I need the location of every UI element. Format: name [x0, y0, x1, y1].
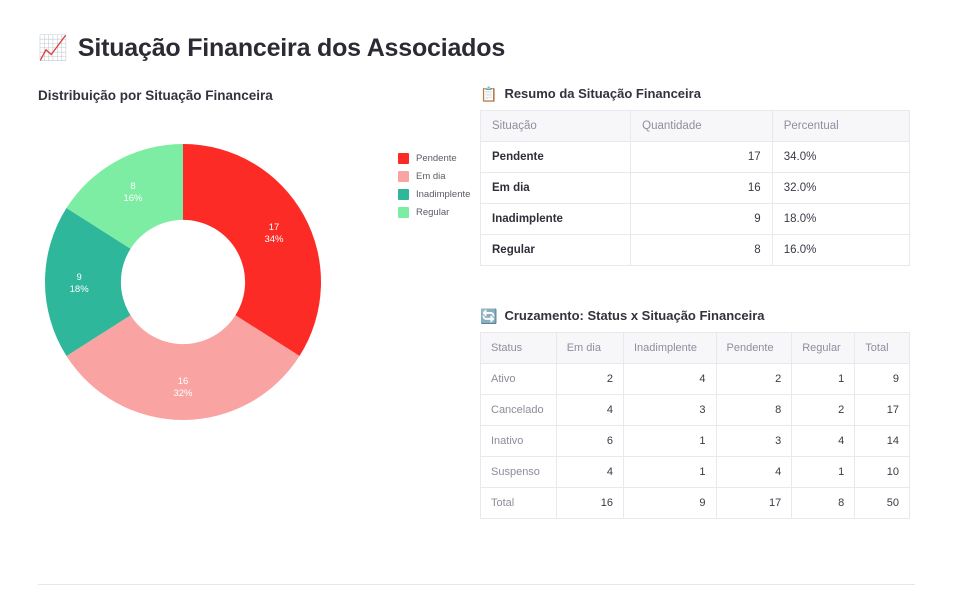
- chart-area: [38, 111, 471, 471]
- cell-status: Cancelado: [481, 395, 557, 426]
- legend-swatch-pendente: [398, 153, 409, 164]
- cell-regular: 2: [792, 395, 855, 426]
- legend-item-em-dia[interactable]: [398, 171, 470, 182]
- table-row-total[interactable]: [481, 488, 910, 519]
- cell-pendente: 2: [716, 364, 792, 395]
- table-row[interactable]: [481, 364, 910, 395]
- cell-em-dia: 16: [556, 488, 623, 519]
- cruzamento-table: [480, 332, 910, 519]
- col-pendente: Pendente: [716, 333, 792, 364]
- cell-inadimplente: 1: [623, 457, 716, 488]
- legend-label-em-dia: Em dia: [416, 171, 446, 182]
- cell-inadimplente: 9: [623, 488, 716, 519]
- cell-situacao: Regular: [481, 235, 631, 266]
- page-header: [38, 34, 505, 63]
- table-row[interactable]: [481, 395, 910, 426]
- chart-legend: [398, 153, 470, 218]
- legend-swatch-regular: [398, 207, 409, 218]
- cell-status: Inativo: [481, 426, 557, 457]
- cell-situacao: Pendente: [481, 142, 631, 173]
- cell-inadimplente: 1: [623, 426, 716, 457]
- clipboard-icon: 📋: [480, 85, 498, 102]
- cell-pendente: 17: [716, 488, 792, 519]
- cell-em-dia: 4: [556, 457, 623, 488]
- col-situacao: Situação: [481, 111, 631, 142]
- col-em-dia: Em dia: [556, 333, 623, 364]
- cell-percentual: 34.0%: [772, 142, 909, 173]
- footer-divider: [38, 584, 915, 585]
- donut-label-inadimplente: 9 18%: [69, 272, 89, 295]
- cell-inadimplente: 3: [623, 395, 716, 426]
- table-header-row: [481, 111, 910, 142]
- legend-label-inadimplente: Inadimplente: [416, 189, 471, 200]
- cell-pendente: 3: [716, 426, 792, 457]
- cell-percentual: 32.0%: [772, 173, 909, 204]
- table-header-row: [481, 333, 910, 364]
- cell-total: 50: [855, 488, 910, 519]
- table-row[interactable]: [481, 142, 910, 173]
- col-quantidade: Quantidade: [631, 111, 773, 142]
- table-row[interactable]: [481, 235, 910, 266]
- cell-em-dia: 4: [556, 395, 623, 426]
- col-total: Total: [855, 333, 910, 364]
- resumo-header: [480, 86, 910, 101]
- chart-title: Distribuição por Situação Financeira: [38, 88, 273, 103]
- chart-increasing-icon: 📈: [38, 34, 68, 62]
- col-regular: Regular: [792, 333, 855, 364]
- tables-column: [480, 86, 910, 519]
- legend-item-inadimplente[interactable]: [398, 189, 470, 200]
- donut-label-pendente: 17 34%: [264, 221, 284, 245]
- cell-percentual: 16.0%: [772, 235, 909, 266]
- cell-regular: 1: [792, 457, 855, 488]
- cell-total: 14: [855, 426, 910, 457]
- donut-chart[interactable]: [38, 137, 328, 437]
- cell-pendente: 4: [716, 457, 792, 488]
- legend-label-regular: Regular: [416, 207, 450, 218]
- legend-label-pendente: Pendente: [416, 153, 457, 164]
- cell-em-dia: 2: [556, 364, 623, 395]
- cell-situacao: Em dia: [481, 173, 631, 204]
- cell-total: 10: [855, 457, 910, 488]
- resumo-title: Resumo da Situação Financeira: [504, 86, 701, 101]
- cell-inadimplente: 4: [623, 364, 716, 395]
- page-title: Situação Financeira dos Associados: [77, 34, 506, 62]
- cruzamento-title: Cruzamento: Status x Situação Financeira: [504, 308, 765, 323]
- table-row[interactable]: [481, 173, 910, 204]
- legend-swatch-em-dia: [398, 171, 409, 182]
- cell-pendente: 8: [716, 395, 792, 426]
- legend-item-pendente[interactable]: [398, 153, 470, 164]
- donut-label-em-dia: 16 32%: [173, 375, 193, 399]
- cell-situacao: Inadimplente: [481, 204, 631, 235]
- donut-label-regular: 8 16%: [123, 180, 143, 204]
- legend-item-regular[interactable]: [398, 207, 470, 218]
- legend-swatch-inadimplente: [398, 189, 409, 200]
- col-status: Status: [481, 333, 557, 364]
- cell-quantidade: 17: [631, 142, 773, 173]
- cell-total: 17: [855, 395, 910, 426]
- cell-quantidade: 16: [631, 173, 773, 204]
- col-inadimplente: Inadimplente: [623, 333, 716, 364]
- table-row[interactable]: [481, 426, 910, 457]
- cell-quantidade: 9: [631, 204, 773, 235]
- cell-status: Total: [481, 488, 557, 519]
- cell-regular: 4: [792, 426, 855, 457]
- refresh-icon: 🔄: [480, 307, 498, 324]
- cell-percentual: 18.0%: [772, 204, 909, 235]
- cell-total: 9: [855, 364, 910, 395]
- cell-status: Ativo: [481, 364, 557, 395]
- donut-slice-pendente[interactable]: [183, 144, 321, 356]
- cell-regular: 1: [792, 364, 855, 395]
- chart-panel: [38, 88, 471, 471]
- resumo-table: [480, 110, 910, 266]
- panel-spacer: [480, 266, 910, 308]
- cell-regular: 8: [792, 488, 855, 519]
- table-row[interactable]: [481, 204, 910, 235]
- cell-em-dia: 6: [556, 426, 623, 457]
- col-percentual: Percentual: [772, 111, 909, 142]
- donut-svg[interactable]: [38, 137, 328, 437]
- cell-status: Suspenso: [481, 457, 557, 488]
- cruzamento-header: [480, 308, 910, 323]
- cell-quantidade: 8: [631, 235, 773, 266]
- table-row[interactable]: [481, 457, 910, 488]
